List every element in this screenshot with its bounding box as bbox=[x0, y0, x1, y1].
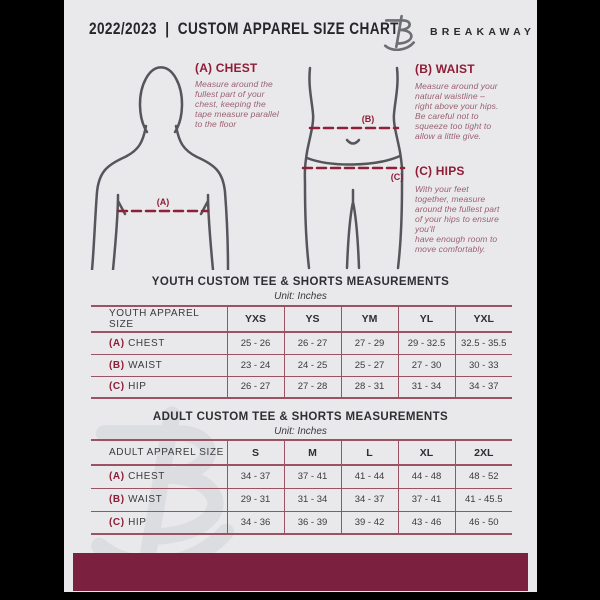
table-cell: 37 - 41 bbox=[284, 465, 341, 488]
hips-heading: (C) HIPS bbox=[415, 164, 465, 178]
table-cell: 25 - 26 bbox=[227, 332, 284, 354]
row-label: WAIST bbox=[128, 359, 163, 371]
table-cell: 25 - 27 bbox=[341, 354, 398, 376]
row-label: CHEST bbox=[128, 471, 165, 483]
youth-size-yxl: YXL bbox=[455, 306, 512, 332]
table-cell: 26 - 27 bbox=[227, 376, 284, 398]
waist-hips-figure-diagram bbox=[300, 66, 407, 270]
adult-table-title: ADULT CUSTOM TEE & SHORTS MEASUREMENTS bbox=[152, 411, 449, 423]
row-prefix: (B) bbox=[109, 494, 125, 505]
page-title: 2022/2023 | CUSTOM APPAREL SIZE CHART bbox=[89, 19, 399, 38]
table-cell: 31 - 34 bbox=[284, 488, 341, 511]
row-prefix: (A) bbox=[109, 471, 125, 483]
youth-hip-row-label bbox=[91, 376, 227, 398]
table-cell: 48 - 52 bbox=[455, 465, 512, 488]
adult-table-unit: Unit: Inches bbox=[274, 426, 327, 437]
chest-heading: (A) CHEST bbox=[195, 61, 258, 75]
chest-instructions: Measure around the fullest part of your chest, keeping the tape measure parallel to the floor bbox=[195, 79, 279, 129]
table-cell: 34 - 37 bbox=[227, 465, 284, 488]
table-cell: 27 - 28 bbox=[284, 376, 341, 398]
table-cell: 46 - 50 bbox=[455, 511, 512, 534]
size-chart-page bbox=[64, 0, 537, 592]
adult-chest-row-label bbox=[91, 465, 227, 488]
table-cell: 34 - 37 bbox=[455, 376, 512, 398]
figure-legs bbox=[347, 190, 359, 268]
chest-line-label: (A) bbox=[156, 197, 170, 207]
row-prefix: (C) bbox=[109, 381, 125, 393]
hips-instructions: With your feet together, measure around the fullest part of your hips to ensure you'll have enough room to move comfortably. bbox=[415, 184, 500, 254]
youth-size-table bbox=[91, 305, 512, 399]
table-cell: 43 - 46 bbox=[398, 511, 455, 534]
brand-name: BREAKAWAY bbox=[430, 26, 536, 38]
table-cell: 32.5 - 35.5 bbox=[455, 332, 512, 354]
hips-line-label: (C) bbox=[390, 172, 404, 182]
adult-size-2xl: 2XL bbox=[455, 440, 512, 465]
youth-chest-row bbox=[91, 332, 512, 354]
figure-head bbox=[140, 67, 182, 132]
adult-waist-row-label bbox=[91, 488, 227, 511]
adult-size-xl: XL bbox=[398, 440, 455, 465]
row-label: CHEST bbox=[128, 337, 165, 349]
footer-bar bbox=[73, 553, 528, 591]
adult-size-label: ADULT APPAREL SIZE bbox=[109, 447, 224, 458]
table-cell: 27 - 29 bbox=[341, 332, 398, 354]
youth-size-ym: YM bbox=[341, 306, 398, 332]
table-cell: 39 - 42 bbox=[341, 511, 398, 534]
youth-waist-row bbox=[91, 354, 512, 376]
table-cell: 29 - 31 bbox=[227, 488, 284, 511]
row-prefix: (B) bbox=[109, 359, 125, 371]
adult-hip-row-label bbox=[91, 511, 227, 534]
table-cell: 26 - 27 bbox=[284, 332, 341, 354]
breakaway-b-logo-icon bbox=[382, 13, 418, 51]
row-label: HIP bbox=[128, 516, 147, 528]
table-cell: 34 - 36 bbox=[227, 511, 284, 534]
adult-size-s: S bbox=[227, 440, 284, 465]
table-cell: 29 - 32.5 bbox=[398, 332, 455, 354]
youth-size-label: YOUTH APPAREL SIZE bbox=[109, 308, 200, 330]
table-cell: 31 - 34 bbox=[398, 376, 455, 398]
figure-waistband-curve bbox=[307, 156, 400, 165]
table-cell: 30 - 33 bbox=[455, 354, 512, 376]
youth-hip-row bbox=[91, 376, 512, 398]
youth-table-title: YOUTH CUSTOM TEE & SHORTS MEASUREMENTS bbox=[151, 276, 450, 288]
adult-chest-row bbox=[91, 465, 512, 488]
figure-right-shoulder bbox=[176, 126, 228, 270]
adult-waist-row bbox=[91, 488, 512, 511]
table-cell: 23 - 24 bbox=[227, 354, 284, 376]
youth-size-ys: YS bbox=[284, 306, 341, 332]
row-prefix: (C) bbox=[109, 516, 125, 528]
table-cell: 41 - 45.5 bbox=[455, 488, 512, 511]
waist-instructions: Measure around your natural waistline – right above your hips. Be careful not to squeeze too tight to allow a little give. bbox=[415, 81, 499, 141]
row-prefix: (A) bbox=[109, 337, 125, 349]
waist-heading: (B) WAIST bbox=[415, 62, 475, 76]
table-cell: 34 - 37 bbox=[341, 488, 398, 511]
table-cell: 27 - 30 bbox=[398, 354, 455, 376]
row-label: WAIST bbox=[128, 494, 163, 505]
content-layer bbox=[64, 0, 537, 592]
table-cell: 36 - 39 bbox=[284, 511, 341, 534]
figure-right-armpit bbox=[201, 195, 213, 270]
adult-hip-row bbox=[91, 511, 512, 534]
waist-line-label: (B) bbox=[361, 114, 375, 124]
figure-left-armpit bbox=[113, 195, 125, 270]
table-cell: 44 - 48 bbox=[398, 465, 455, 488]
row-label: HIP bbox=[128, 381, 147, 393]
youth-waist-row-label bbox=[91, 354, 227, 376]
youth-chest-row-label bbox=[91, 332, 227, 354]
figure-navel bbox=[347, 140, 359, 144]
adult-size-m: M bbox=[284, 440, 341, 465]
youth-size-yl: YL bbox=[398, 306, 455, 332]
youth-header-row bbox=[91, 306, 512, 332]
adult-size-table bbox=[91, 439, 512, 535]
youth-table-unit: Unit: Inches bbox=[274, 291, 327, 302]
adult-size-l: L bbox=[341, 440, 398, 465]
table-cell: 37 - 41 bbox=[398, 488, 455, 511]
table-cell: 24 - 25 bbox=[284, 354, 341, 376]
table-cell: 28 - 31 bbox=[341, 376, 398, 398]
table-cell: 41 - 44 bbox=[341, 465, 398, 488]
adult-header-row bbox=[91, 440, 512, 465]
youth-size-yxs: YXS bbox=[227, 306, 284, 332]
